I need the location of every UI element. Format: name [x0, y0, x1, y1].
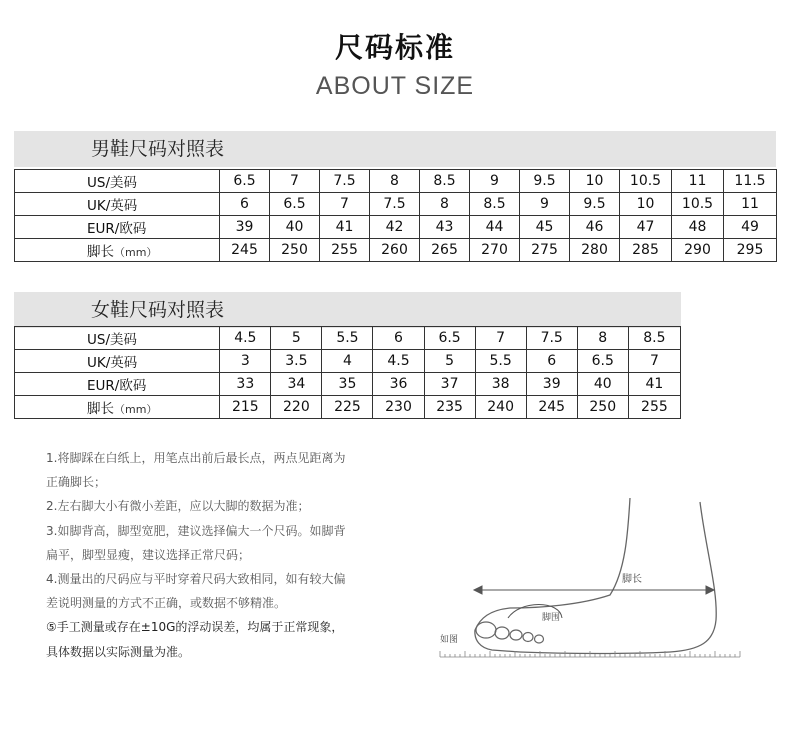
size-cell: 280 [570, 239, 620, 262]
size-cell: 235 [424, 396, 475, 419]
foot-girth-label: 脚围 [542, 613, 561, 623]
size-cell: 245 [526, 396, 577, 419]
page-title: 尺码标准 [334, 31, 455, 64]
size-cell: 265 [420, 239, 470, 262]
size-cell: 220 [271, 396, 322, 419]
row-label-text: EUR/欧码 [87, 378, 147, 394]
size-cell: 7.5 [526, 327, 577, 350]
size-cell: 8.5 [420, 170, 470, 193]
size-cell: 48 [672, 216, 724, 239]
size-row [15, 170, 777, 193]
size-cell: 7 [270, 170, 320, 193]
note-5-line-1: ⑤手工测量或存在±10G的浮动误差，均属于正常现象， [46, 620, 344, 635]
size-cell: 6 [220, 193, 270, 216]
size-row [15, 327, 681, 350]
size-cell: 3.5 [271, 350, 322, 373]
instep-girth-label: 如图 [440, 635, 459, 645]
size-row [15, 239, 777, 262]
row-label-text: EUR/欧码 [87, 221, 147, 237]
size-cell: 7 [475, 327, 526, 350]
foot-measurement-illustration [430, 470, 750, 670]
row-label-text: US/美码 [87, 332, 137, 348]
note-3-line-2: 扁平，脚型显瘦，建议选择正常尺码； [46, 547, 251, 562]
size-cell: 9.5 [570, 193, 620, 216]
row-label [15, 327, 220, 350]
row-unit-text: （mm） [114, 403, 158, 416]
size-cell: 6.5 [220, 170, 270, 193]
size-row [15, 396, 681, 419]
row-unit-text: （mm） [114, 246, 158, 259]
foot-length-arrow [474, 586, 714, 594]
size-cell: 225 [322, 396, 373, 419]
row-label [15, 396, 220, 419]
size-cell: 47 [620, 216, 672, 239]
size-cell: 295 [724, 239, 777, 262]
size-cell: 35 [322, 373, 373, 396]
measurement-notes [46, 446, 396, 664]
size-cell: 33 [220, 373, 271, 396]
size-cell: 39 [526, 373, 577, 396]
size-cell: 44 [470, 216, 520, 239]
size-cell: 285 [620, 239, 672, 262]
size-cell: 36 [373, 373, 424, 396]
size-cell: 245 [220, 239, 270, 262]
size-cell: 5 [271, 327, 322, 350]
row-label-text: US/美码 [87, 175, 137, 191]
size-cell: 250 [577, 396, 628, 419]
ruler [440, 651, 740, 657]
size-cell: 3 [220, 350, 271, 373]
size-cell: 270 [470, 239, 520, 262]
size-cell: 41 [320, 216, 370, 239]
size-cell: 46 [570, 216, 620, 239]
size-cell: 215 [220, 396, 271, 419]
note-1-line-2: 正确脚长； [46, 475, 107, 490]
size-cell: 260 [370, 239, 420, 262]
note-4-line-1: 4.测量出的尺码应与平时穿着尺码大致相同，如有较大偏 [46, 572, 346, 587]
size-cell: 41 [628, 373, 680, 396]
size-cell: 255 [628, 396, 680, 419]
size-cell: 240 [475, 396, 526, 419]
size-cell: 8.5 [628, 327, 680, 350]
size-cell: 10.5 [672, 193, 724, 216]
row-label [15, 239, 220, 262]
size-cell: 11 [672, 170, 724, 193]
size-cell: 45 [520, 216, 570, 239]
size-row [15, 350, 681, 373]
size-cell: 4 [322, 350, 373, 373]
size-cell: 7 [628, 350, 680, 373]
size-cell: 250 [270, 239, 320, 262]
size-cell: 10 [620, 193, 672, 216]
foot-outline [475, 498, 716, 654]
size-cell: 40 [577, 373, 628, 396]
size-cell: 10 [570, 170, 620, 193]
size-cell: 290 [672, 239, 724, 262]
women-table-title: 女鞋尺码对照表 [91, 299, 225, 321]
size-cell: 230 [373, 396, 424, 419]
size-cell: 6 [526, 350, 577, 373]
size-cell: 11.5 [724, 170, 777, 193]
row-label-text: 脚长 [87, 401, 114, 417]
women-size-table [14, 326, 681, 419]
row-label [15, 193, 220, 216]
note-4-line-2: 差说明测量的方式不正确，或数据不够精准。 [46, 596, 287, 611]
size-cell: 43 [420, 216, 470, 239]
women-table-title-bar [14, 292, 681, 328]
size-cell: 8.5 [470, 193, 520, 216]
row-label-text: UK/英码 [87, 355, 138, 371]
toes-icon [476, 622, 544, 643]
size-row [15, 193, 777, 216]
men-table-title-bar [14, 131, 776, 167]
size-cell: 6.5 [424, 327, 475, 350]
size-cell: 7.5 [320, 170, 370, 193]
size-cell: 4.5 [220, 327, 271, 350]
row-label [15, 216, 220, 239]
note-3-line-1: 3.如脚背高，脚型宽肥，建议选择偏大一个尺码。如脚背 [46, 523, 346, 538]
size-cell: 7.5 [370, 193, 420, 216]
size-cell: 10.5 [620, 170, 672, 193]
size-cell: 8 [370, 170, 420, 193]
size-cell: 40 [270, 216, 320, 239]
size-cell: 4.5 [373, 350, 424, 373]
size-cell: 38 [475, 373, 526, 396]
size-cell: 11 [724, 193, 777, 216]
note-5-line-2: 具体数据以实际测量为准。 [46, 644, 191, 659]
size-cell: 8 [577, 327, 628, 350]
size-cell: 9 [520, 193, 570, 216]
size-cell: 9.5 [520, 170, 570, 193]
size-cell: 42 [370, 216, 420, 239]
size-cell: 6.5 [270, 193, 320, 216]
row-label [15, 170, 220, 193]
size-row [15, 216, 777, 239]
page-subtitle: ABOUT SIZE [315, 72, 475, 100]
size-cell: 7 [320, 193, 370, 216]
size-cell: 8 [420, 193, 470, 216]
row-label-text: 脚长 [87, 244, 114, 260]
size-cell: 34 [271, 373, 322, 396]
note-2: 2.左右脚大小有微小差距，应以大脚的数据为准； [46, 499, 310, 514]
row-label [15, 373, 220, 396]
row-label-text: UK/英码 [87, 198, 138, 214]
size-cell: 275 [520, 239, 570, 262]
size-row [15, 373, 681, 396]
men-table-title: 男鞋尺码对照表 [91, 138, 225, 160]
men-size-table [14, 169, 777, 262]
size-cell: 39 [220, 216, 270, 239]
note-1-line-1: 1.将脚踩在白纸上，用笔点出前后最长点，两点见距离为 [46, 451, 346, 465]
size-cell: 9 [470, 170, 520, 193]
row-label [15, 350, 220, 373]
size-cell: 6.5 [577, 350, 628, 373]
size-cell: 5 [424, 350, 475, 373]
size-cell: 37 [424, 373, 475, 396]
size-cell: 5.5 [475, 350, 526, 373]
size-cell: 5.5 [322, 327, 373, 350]
size-cell: 6 [373, 327, 424, 350]
size-cell: 255 [320, 239, 370, 262]
size-cell: 49 [724, 216, 777, 239]
foot-length-label: 脚长 [622, 574, 642, 585]
